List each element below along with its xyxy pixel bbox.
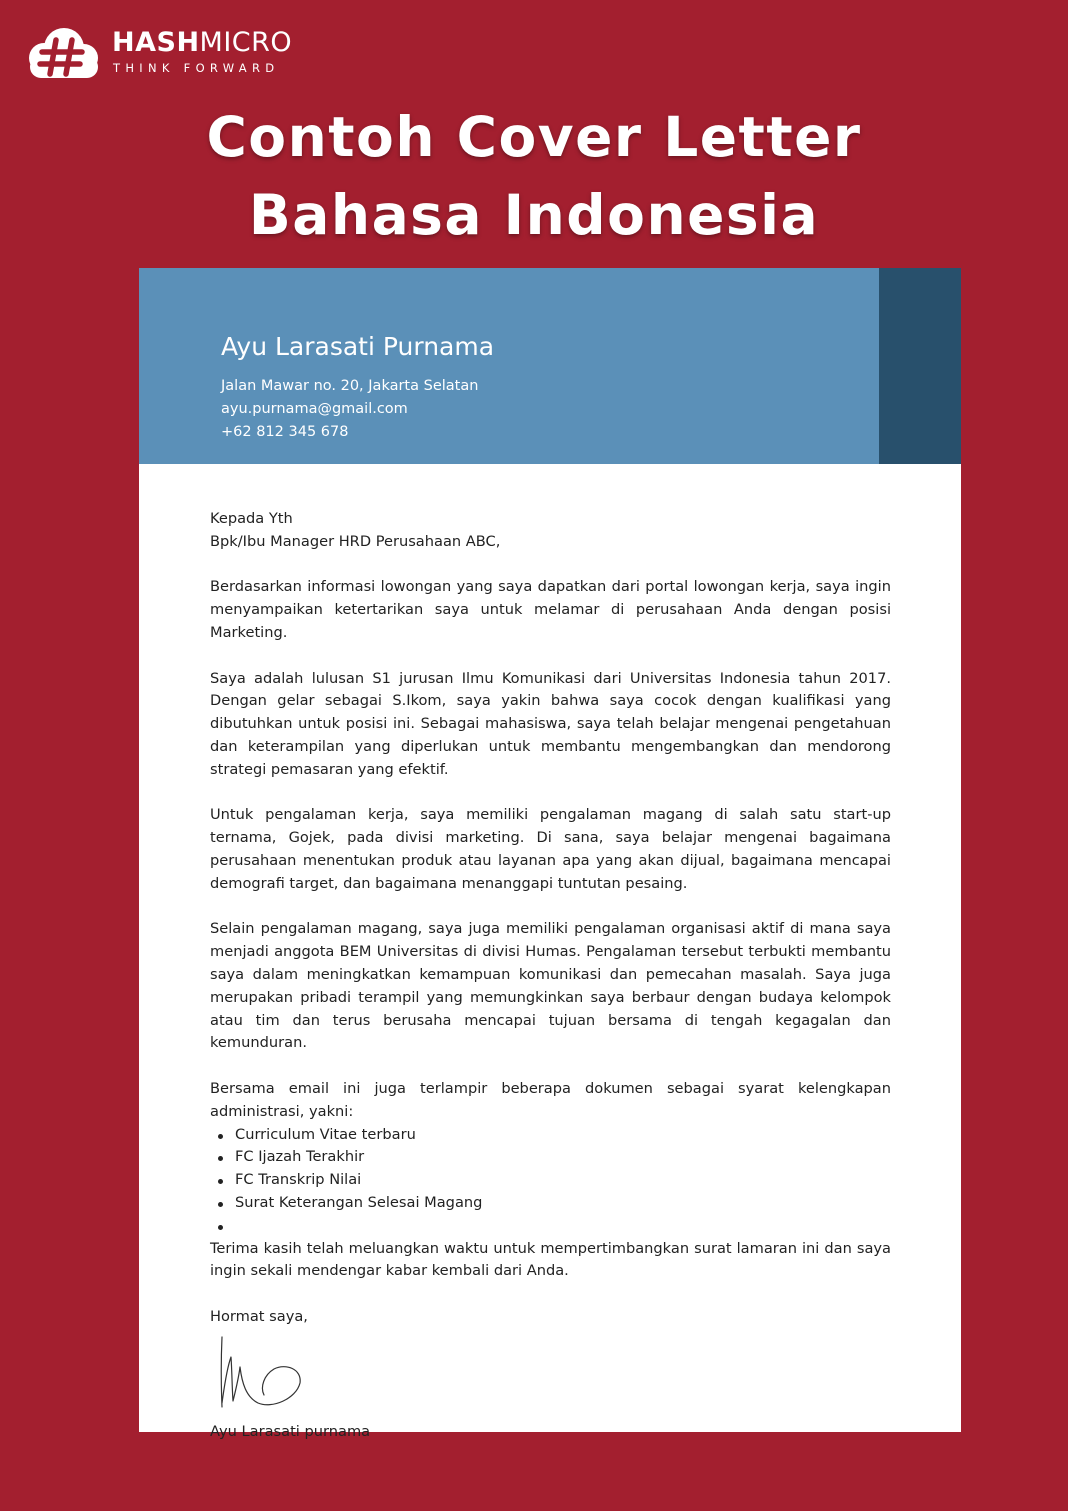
brand-name-bold: HASH: [112, 27, 200, 58]
sender-phone: +62 812 345 678: [221, 424, 349, 440]
brand-name: [112, 27, 292, 58]
page-title-line2: Bahasa Indonesia: [248, 183, 820, 247]
closing-paragraph: Terima kasih telah meluangkan waktu untuk mempertimbangkan surat lamaran ini dan saya ingin sekali mendengar kabar kembali dari Anda.: [210, 1239, 891, 1280]
sender-address: Jalan Mawar no. 20, Jakarta Selatan: [221, 378, 479, 394]
header-accent-strip: [879, 268, 961, 464]
attachments-list: [210, 1124, 891, 1238]
list-item: Curriculum Vitae terbaru: [235, 1124, 891, 1147]
cover-letter-document: [139, 268, 961, 1440]
body-paragraph: Berdasarkan informasi lowongan yang saya dapatkan dari portal lowongan kerja, saya ingin menyampaikan ketertarikan saya untuk melamar di perusahaan Anda dengan posisi Marketing.: [210, 578, 891, 641]
brand-name-light: MICRO: [199, 27, 293, 58]
body-paragraph: Selain pengalaman magang, saya juga memiliki pengalaman organisasi aktif di mana saya menjadi anggota BEM Universitas di divisi Humas. Pengalaman tersebut terbukti membantu saya dalam meningkatkan kemampuan komunikasi dan pemecahan masalah. Saya juga merupakan pribadi terampil yang memungkinkan saya berbaur dengan budaya kelompok atau tim dan terus berusaha mencapai tujuan bersama di tengah kegagalan dan kemunduran.: [210, 920, 891, 1052]
cloud-hash-icon: [24, 26, 102, 80]
body-paragraph: Saya adalah lulusan S1 jurusan Ilmu Komunikasi dari Universitas Indonesia tahun 2017. Dengan gelar sebagai S.Ikom, saya yakin bahwa saya cocok dengan kualifikasi yang dibutuhkan untuk posisi ini. Sebagai mahasiswa, saya telah belajar mengenai pengetahuan dan keterampilan yang diperlukan untuk membantu mengembangkan dan mendorong strategi pemasaran yang efektif.: [210, 669, 891, 778]
attachments-intro: Bersama email ini juga terlampir beberapa dokumen sebagai syarat kelengkapan administrasi, yakni:: [210, 1079, 891, 1120]
sender-email: ayu.purnama@gmail.com: [221, 401, 408, 417]
body-paragraph: Untuk pengalaman kerja, saya memiliki pengalaman magang di salah satu start-up ternama, Gojek, pada divisi marketing. Di sana, saya belajar mengenai bagaimana perusahaan menentukan produk atau layanan apa yang akan dijual, bagaimana mencapai demografi target, dan bagaimana menanggapi tuntutan pesaing.: [210, 806, 891, 892]
page-title-line1: Contoh Cover Letter: [206, 105, 862, 169]
list-item: FC Ijazah Terakhir: [235, 1146, 891, 1169]
page-title: [0, 98, 1068, 254]
salutation: Hormat saya,: [210, 1307, 308, 1325]
letter-body: [210, 508, 891, 1443]
list-item: [235, 1215, 891, 1238]
list-item: FC Transkrip Nilai: [235, 1169, 891, 1192]
list-item: Surat Keterangan Selesai Magang: [235, 1192, 891, 1215]
recipient-line: Bpk/Ibu Manager HRD Perusahaan ABC,: [210, 532, 501, 550]
signatory-name: Ayu Larasati purnama: [210, 1422, 371, 1440]
letter-header: [139, 268, 961, 464]
recipient-line: Kepada Yth: [210, 510, 293, 527]
sender-name: Ayu Larasati Purnama: [221, 332, 495, 361]
handwritten-signature: [210, 1331, 310, 1411]
brand-tagline: THINK FORWARD: [113, 61, 280, 75]
